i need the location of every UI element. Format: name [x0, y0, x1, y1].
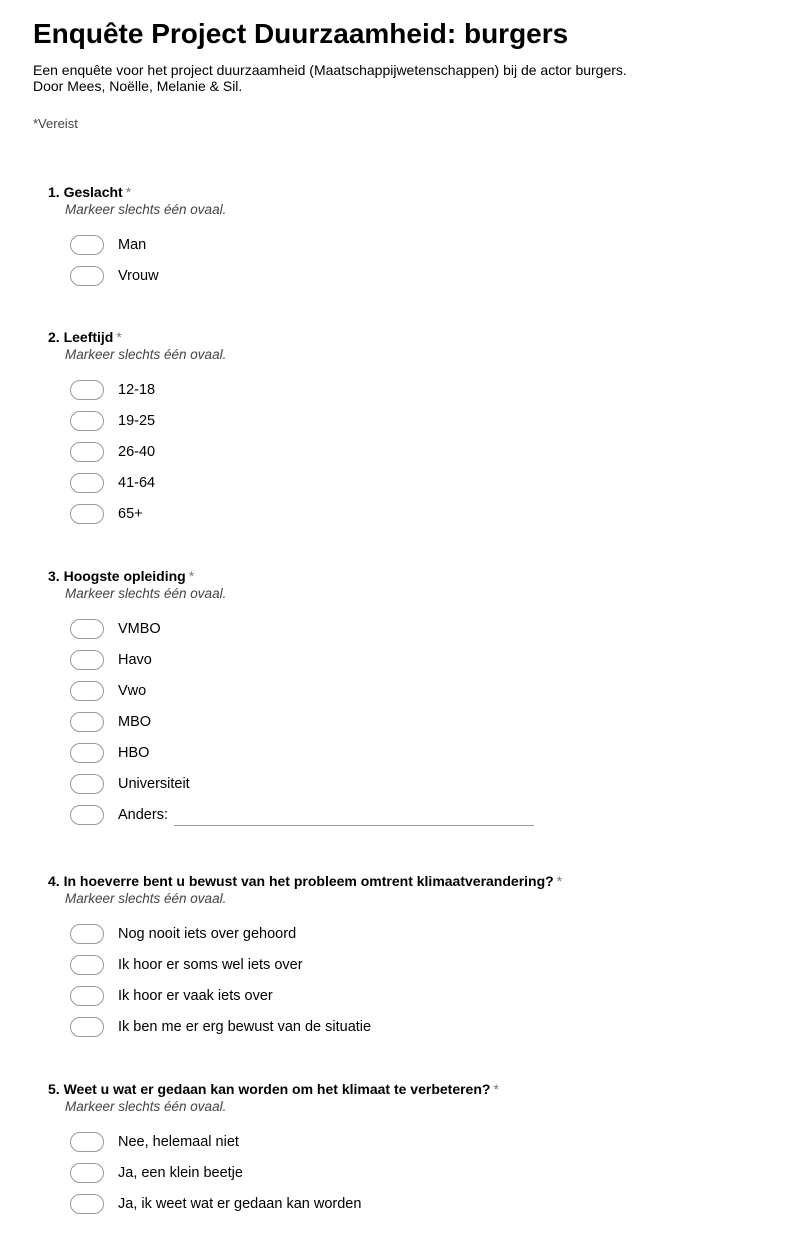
option-label: 26-40: [118, 443, 156, 460]
radio-oval[interactable]: [70, 1132, 104, 1152]
question-4: [48, 872, 748, 1042]
radio-oval[interactable]: [70, 774, 104, 794]
option-label: Ja, ik weet wat er gedaan kan worden: [118, 1195, 362, 1212]
form-description-line-1: Een enquête voor het project duurzaamheid (Maatschappijwetenschappen) bij de actor burgers.: [33, 62, 627, 78]
option-anders[interactable]: [70, 799, 748, 830]
required-star: *: [116, 329, 122, 345]
option-label: Man: [118, 236, 147, 253]
option-vmbo[interactable]: [70, 613, 748, 644]
option-65-plus[interactable]: [70, 498, 748, 529]
radio-oval[interactable]: [70, 805, 104, 825]
radio-oval[interactable]: [70, 1017, 104, 1037]
option-19-25[interactable]: [70, 405, 748, 436]
question-5: [48, 1080, 748, 1219]
option-klein-beetje[interactable]: [70, 1157, 748, 1188]
option-label: 19-25: [118, 412, 156, 429]
radio-oval[interactable]: [70, 619, 104, 639]
option-label: HBO: [118, 744, 150, 761]
option-nee[interactable]: [70, 1126, 748, 1157]
option-label: Ik ben me er erg bewust van de situatie: [118, 1018, 372, 1035]
required-star: *: [125, 184, 132, 200]
question-heading: [48, 183, 748, 201]
question-number: 3.: [48, 568, 60, 584]
option-label: Ik hoor er soms wel iets over: [118, 956, 303, 973]
option-label: Havo: [118, 651, 152, 668]
question-heading: [48, 1080, 748, 1098]
question-number: 1.: [48, 184, 60, 200]
radio-oval[interactable]: [70, 235, 104, 255]
option-list: [70, 918, 748, 1042]
radio-oval[interactable]: [70, 504, 104, 524]
question-3: [48, 567, 748, 830]
radio-oval[interactable]: [70, 712, 104, 732]
radio-oval[interactable]: [70, 743, 104, 763]
option-26-40[interactable]: [70, 436, 748, 467]
radio-oval[interactable]: [70, 442, 104, 462]
question-number: 2.: [48, 329, 60, 345]
radio-oval[interactable]: [70, 955, 104, 975]
radio-oval[interactable]: [70, 924, 104, 944]
option-label: Vrouw: [118, 267, 159, 284]
option-man[interactable]: [70, 229, 748, 260]
option-list: [70, 613, 748, 830]
option-label: 12-18: [118, 381, 156, 398]
question-1: [48, 183, 748, 291]
question-hint: Markeer slechts één ovaal.: [65, 347, 227, 362]
radio-oval[interactable]: [70, 1163, 104, 1183]
question-title: Geslacht: [63, 184, 123, 200]
radio-oval[interactable]: [70, 650, 104, 670]
option-universiteit[interactable]: [70, 768, 748, 799]
option-label: Anders:: [118, 806, 168, 823]
option-list: [70, 229, 748, 291]
question-2: [48, 328, 748, 529]
question-hint: Markeer slechts één ovaal.: [65, 1099, 227, 1114]
radio-oval[interactable]: [70, 1194, 104, 1214]
question-hint: Markeer slechts één ovaal.: [65, 891, 227, 906]
option-label: Nog nooit iets over gehoord: [118, 925, 297, 942]
option-label: Universiteit: [118, 775, 190, 792]
option-label: 41-64: [118, 474, 156, 491]
option-havo[interactable]: [70, 644, 748, 675]
option-label: Vwo: [118, 682, 147, 699]
required-star: *: [556, 873, 563, 889]
radio-oval[interactable]: [70, 380, 104, 400]
option-mbo[interactable]: [70, 706, 748, 737]
option-label: Nee, helemaal niet: [118, 1133, 239, 1150]
option-vaak[interactable]: [70, 980, 748, 1011]
question-number: 4.: [48, 873, 60, 889]
radio-oval[interactable]: [70, 266, 104, 286]
form-title: Enquête Project Duurzaamheid: burgers: [33, 18, 569, 49]
form-description-line-2: Door Mees, Noëlle, Melanie & Sil.: [33, 78, 243, 94]
radio-oval[interactable]: [70, 411, 104, 431]
option-vrouw[interactable]: [70, 260, 748, 291]
option-hbo[interactable]: [70, 737, 748, 768]
radio-oval[interactable]: [70, 681, 104, 701]
radio-oval[interactable]: [70, 986, 104, 1006]
question-title: Hoogste opleiding: [63, 568, 186, 584]
question-title: Weet u wat er gedaan kan worden om het klimaat te verbeteren?: [63, 1081, 491, 1097]
option-vwo[interactable]: [70, 675, 748, 706]
question-heading: [48, 328, 748, 346]
question-hint: Markeer slechts één ovaal.: [65, 586, 227, 601]
anders-text-field[interactable]: [174, 807, 534, 826]
option-soms[interactable]: [70, 949, 748, 980]
option-label: 65+: [118, 505, 143, 522]
option-list: [70, 374, 748, 529]
question-title: Leeftijd: [63, 329, 114, 345]
required-note: *Vereist: [33, 116, 78, 131]
option-label: VMBO: [118, 620, 161, 637]
option-label: MBO: [118, 713, 152, 730]
question-number: 5.: [48, 1081, 60, 1097]
required-star: *: [493, 1081, 499, 1097]
question-title: In hoeverre bent u bewust van het probleem omtrent klimaatverandering?: [63, 873, 554, 889]
option-label: Ik hoor er vaak iets over: [118, 987, 273, 1004]
option-12-18[interactable]: [70, 374, 748, 405]
option-41-64[interactable]: [70, 467, 748, 498]
option-weet-wat[interactable]: [70, 1188, 748, 1219]
option-erg-bewust[interactable]: [70, 1011, 748, 1042]
option-label: Ja, een klein beetje: [118, 1164, 243, 1181]
radio-oval[interactable]: [70, 473, 104, 493]
option-nooit-gehoord[interactable]: [70, 918, 748, 949]
required-star: *: [188, 568, 195, 584]
option-list: [70, 1126, 748, 1219]
question-heading: [48, 872, 748, 890]
question-hint: Markeer slechts één ovaal.: [65, 202, 227, 217]
question-heading: [48, 567, 748, 585]
